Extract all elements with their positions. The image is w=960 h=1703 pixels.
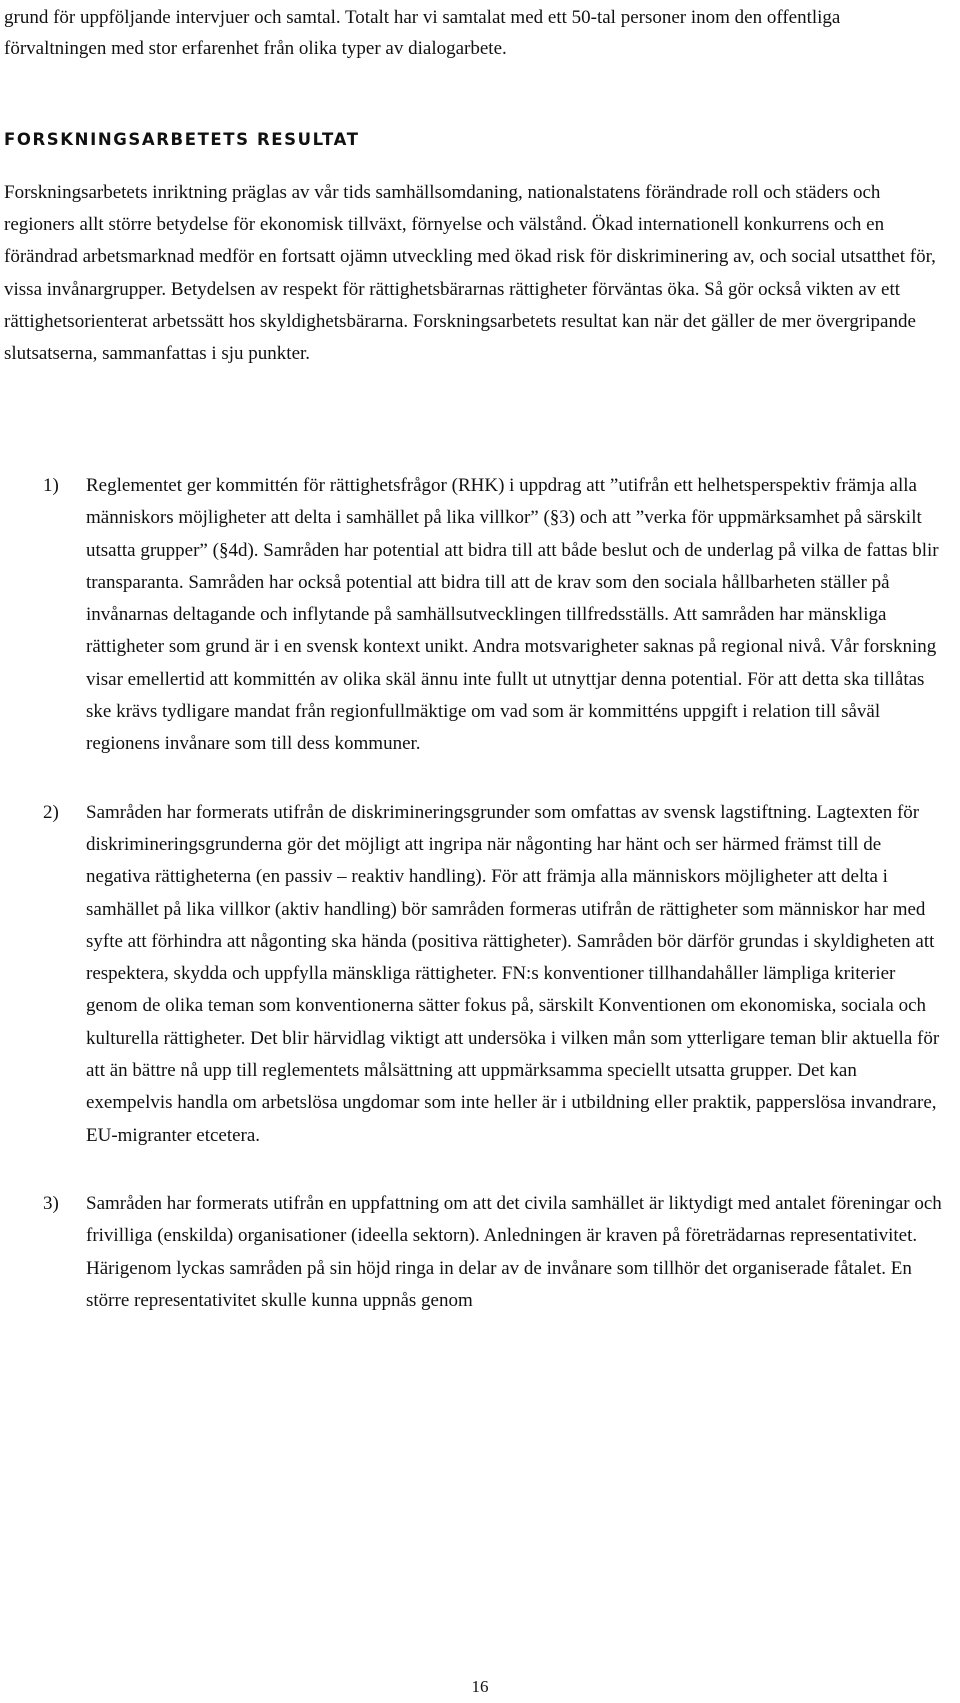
list-marker: 2)	[43, 801, 59, 823]
list-item-text: Samråden har formerats utifrån de diskrimineringsgrunder som omfattas av svensk lagstiftning. Lagtexten för diskrimineringsgrunderna gör det möjligt att ingripa när någonting har hänt och ser härmed främst till de negativa rättigheterna (en passiv – reaktiv handling). För att främja alla människors möjligheter att delta i samhället på lika villkor (aktiv handling) bör samråden formeras utifrån de rättigheter som människor har med syfte att förhindra att någonting ska hända (positiva rättigheter). Samråden bör därför grundas i skyldigheten att respektera, skydda och uppfylla mänskliga rättigheter. FN:s konventioner tillhandahåller lämpliga kriterier genom de olika teman som konventionerna sätter fokus på, särskilt Konventionen om ekonomiska, sociala och kulturella rättigheter. Det blir härvidlag viktigt att undersöka i vilken mån som ytterligare teman blir aktuella för att än bättre nå upp till reglementets målsättning att uppmärksamma speciellt utsatta grupper. Det kan exempelvis handla om arbetslösa ungdomar som inte heller är i utbildning eller praktik, papperslösa invandrare, EU-migranter etcetera.	[86, 801, 940, 1146]
list-item	[0, 797, 948, 1152]
results-paragraph: Forskningsarbetets inriktning präglas av vår tids samhällsomdaning, nationalstatens förändrade roll och städers och regioners allt större betydelse för ekonomisk tillväxt, förnyelse och välstånd. Ökad internationell konkurrens och en förändrad arbetsmarknad medför en fortsatt ojämn utveckling med ökad risk för diskriminering av, och social utsatthet för, vissa invånargrupper. Betydelsen av respekt för rättighetsbärarnas rättigheter förväntas öka. Så gör också vikten av ett rättighetsorienterat arbetssätt hos skyldighetsbärarna. Forskningsarbetets resultat kan när det gäller de mer övergripande slutsatserna, sammanfattas i sju punkter.	[4, 182, 936, 365]
list-marker: 1)	[43, 475, 59, 496]
results-list	[0, 470, 960, 1353]
list-item	[0, 1188, 948, 1317]
page-number: 16	[471, 1677, 489, 1696]
intro-paragraph: grund för uppföljande intervjuer och samtal. Totalt har vi samtalat med ett 50-tal personer inom den offentliga förvaltningen med stor erfarenhet från olika typer av dialogarbete.	[4, 7, 841, 59]
list-marker: 3)	[43, 1192, 59, 1214]
list-item	[0, 470, 948, 761]
section-heading: FORSKNINGSARBETETS RESULTAT	[4, 130, 360, 149]
list-item-text: Samråden har formerats utifrån en uppfattning om att det civila samhället är liktydigt med antalet föreningar och frivilliga (enskilda) organisationer (ideella sektorn). Anledningen är kraven på företrädarnas representativitet. Härigenom lyckas samråden på sin höjd ringa in delar av de invånare som tillhör det organiserade fåtalet. En större representativitet skulle kunna uppnås genom	[86, 1192, 942, 1311]
list-item-text: Reglementet ger kommittén för rättighetsfrågor (RHK) i uppdrag att ”utifrån ett helhetsperspektiv främja alla människors möjligheter att delta i samhället på lika villkor” (§3) och att ”verka för uppmärksamhet på särskilt utsatta grupper” (§4d). Samråden har potential att bidra till att både beslut och de underlag på vilka de fattas blir transparanta. Samråden har också potential att bidra till att de krav som den sociala hållbarheten ställer på invånarnas deltagande och inflytande på samhällsutvecklingen tillfredsställs. Att samråden har mänskliga rättigheter som grund är i en svensk kontext unikt. Andra motsvarigheter saknas på regional nivå. Vår forskning visar emellertid att kommittén av olika skäl ännu inte fullt ut utnyttjar denna potential. För att detta ska tillåtas ske krävs tydligare mandat från regionfullmäktige om vad som är kommitténs uppgift i relation till såväl regionens invånare som till dess kommuner.	[86, 475, 939, 755]
